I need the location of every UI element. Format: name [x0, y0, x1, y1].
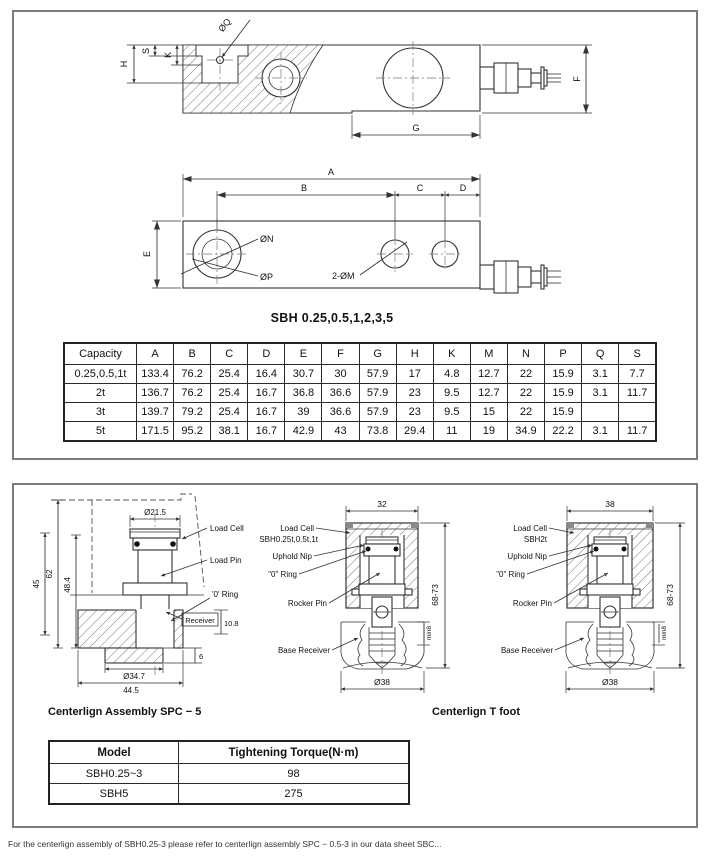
- label-receiver: Receiver: [185, 616, 215, 625]
- column-header: P: [545, 343, 582, 365]
- dim-label-c: C: [416, 183, 424, 193]
- table-cell: 36.6: [322, 384, 359, 403]
- table-cell: 30: [322, 365, 359, 384]
- dim-label-a: A: [327, 167, 335, 177]
- table-cell: 171.5: [137, 422, 174, 442]
- dim-label-48-4: 48.4: [63, 577, 72, 593]
- column-header: E: [285, 343, 322, 365]
- dim-label-dia-34-7: Ø34.7: [123, 672, 145, 681]
- dim-label-n: ØN: [260, 234, 274, 244]
- column-header: S: [619, 343, 656, 365]
- cable-gland: [480, 63, 561, 93]
- dim-label-68-73: 68-73: [430, 584, 440, 606]
- drawing-title: SBH 0.25,0.5,1,2,3,5: [270, 311, 394, 325]
- column-header: Capacity: [64, 343, 137, 365]
- table-cell: 22.2: [545, 422, 582, 442]
- column-header: C: [211, 343, 248, 365]
- table-cell: 19: [470, 422, 507, 442]
- label-uphold-nip: Uphold Nip: [272, 552, 312, 561]
- table-cell: 22: [507, 384, 544, 403]
- dim-label-6: 6: [199, 652, 204, 661]
- table-cell: 57.9: [359, 384, 396, 403]
- dim-label-dia-38: Ø38: [373, 677, 391, 687]
- table-row: [49, 764, 409, 784]
- dim-label-44-5: 44.5: [123, 686, 139, 695]
- table-cell: 12.7: [470, 365, 507, 384]
- table-cell: 3.1: [582, 422, 619, 442]
- column-header: G: [359, 343, 396, 365]
- table-row: [49, 784, 409, 805]
- table-cell: 3t: [64, 403, 137, 422]
- dim-label-f: F: [572, 76, 582, 82]
- label-base-receiver: Base Receiver: [277, 646, 330, 655]
- table-cell: 98: [179, 764, 410, 784]
- column-header: M: [470, 343, 507, 365]
- table-cell: 25.4: [211, 384, 248, 403]
- spc5-caption: Centerlign Assembly SPC − 5: [48, 706, 202, 718]
- dim-label-min8: min8: [426, 625, 433, 641]
- table-cell: 12.7: [470, 384, 507, 403]
- cable-gland-top: [480, 261, 561, 293]
- label-model: SBH2t: [523, 535, 547, 544]
- table-cell: [582, 403, 619, 422]
- dim-label-b: B: [300, 183, 308, 193]
- table-cell: 15.9: [545, 403, 582, 422]
- receiver-block: [78, 609, 183, 663]
- assembly-drawing-panel: [12, 483, 698, 828]
- table-cell: 57.9: [359, 403, 396, 422]
- label-o-ring: "0" Ring: [496, 570, 525, 579]
- t-foot-caption: Centerlign T foot: [432, 706, 520, 718]
- table-cell: SBH0.25~3: [49, 764, 179, 784]
- table-cell: 34.9: [507, 422, 544, 442]
- dim-label-s: S: [141, 47, 151, 55]
- label-load-cell: Load Cell: [280, 524, 314, 533]
- column-header: B: [174, 343, 211, 365]
- dimension-table: [63, 342, 657, 442]
- table-cell: 29.4: [396, 422, 433, 442]
- dimension-drawing-panel: [12, 10, 698, 460]
- table-cell: 15.9: [545, 384, 582, 403]
- spc5-assembly-drawing: [32, 494, 244, 695]
- dim-label-p: ØP: [260, 272, 274, 282]
- dim-label-d: D: [459, 183, 467, 193]
- table-cell: 76.2: [174, 384, 211, 403]
- label-rocker-pin: Rocker Pin: [287, 599, 327, 608]
- table-cell: 30.7: [285, 365, 322, 384]
- table-cell: 22: [507, 365, 544, 384]
- table-cell: 9.5: [433, 384, 470, 403]
- label-o-ring: '0' Ring: [212, 590, 239, 599]
- table-cell: 4.8: [433, 365, 470, 384]
- column-header: A: [137, 343, 174, 365]
- table-cell: 15.9: [545, 365, 582, 384]
- table-cell: 7.7: [619, 365, 656, 384]
- table-cell: 17: [396, 365, 433, 384]
- header-row: [49, 741, 409, 764]
- table-cell: [619, 403, 656, 422]
- table-cell: SBH5: [49, 784, 179, 805]
- dim-label-62: 62: [45, 569, 54, 579]
- dim-label-q: ØQ: [216, 16, 233, 34]
- table-cell: 73.8: [359, 422, 396, 442]
- table-cell: 43: [322, 422, 359, 442]
- table-cell: 5t: [64, 422, 137, 442]
- torque-table: [48, 740, 410, 805]
- column-header: H: [396, 343, 433, 365]
- table-cell: 11: [433, 422, 470, 442]
- column-header: K: [433, 343, 470, 365]
- table-cell: 36.8: [285, 384, 322, 403]
- column-header: F: [322, 343, 359, 365]
- dim-label-k: K: [163, 51, 173, 59]
- table-cell: 36.6: [322, 403, 359, 422]
- base-receiver: [341, 622, 424, 669]
- column-header: Q: [582, 343, 619, 365]
- table-row: [64, 403, 656, 422]
- table-row: [64, 365, 656, 384]
- table-cell: 15: [470, 403, 507, 422]
- load-cell-drawing: [14, 12, 696, 340]
- table-cell: 23: [396, 384, 433, 403]
- table-cell: 79.2: [174, 403, 211, 422]
- dim-label-m: 2-ØM: [332, 271, 355, 281]
- table-cell: 22: [507, 403, 544, 422]
- label-rocker-pin: Rocker Pin: [512, 599, 552, 608]
- table-cell: 16.7: [248, 403, 285, 422]
- table-cell: 9.5: [433, 403, 470, 422]
- label-load-pin: Load Pin: [210, 556, 242, 565]
- table-row: [64, 422, 656, 442]
- label-uphold-nip: Uphold Nip: [507, 552, 547, 561]
- dim-label-38: 38: [605, 499, 615, 509]
- dim-label-h: H: [119, 60, 129, 68]
- label-load-cell: Load Cell: [210, 524, 244, 533]
- table-cell: 39: [285, 403, 322, 422]
- table-cell: 76.2: [174, 365, 211, 384]
- table-cell: 25.4: [211, 403, 248, 422]
- table-cell: 38.1: [211, 422, 248, 442]
- column-header: Tightening Torque(N·m): [179, 741, 410, 764]
- table-cell: 139.7: [137, 403, 174, 422]
- dim-label-68-73: 68-73: [665, 584, 675, 606]
- table-cell: 136.7: [137, 384, 174, 403]
- table-cell: 3.1: [582, 384, 619, 403]
- column-header: Model: [49, 741, 179, 764]
- dim-label-10-8: 10.8: [224, 619, 239, 628]
- column-header: N: [507, 343, 544, 365]
- label-base-receiver: Base Receiver: [500, 646, 553, 655]
- dim-label-dia-21-5: Ø21.5: [144, 508, 166, 517]
- table-cell: 16.7: [248, 422, 285, 442]
- table-cell: 16.7: [248, 384, 285, 403]
- footnote: For the centerlign assembly of SBH0.25-3 please refer to centerlign assembly SPC − 0.5-3 in our data sheet SBC...: [8, 839, 442, 849]
- dim-label-32: 32: [377, 499, 387, 509]
- table-cell: 16.4: [248, 365, 285, 384]
- base-receiver: [566, 622, 654, 669]
- dim-label-g: G: [412, 123, 420, 133]
- side-view: [119, 17, 592, 139]
- table-cell: 11.7: [619, 422, 656, 442]
- table-cell: 11.7: [619, 384, 656, 403]
- table-cell: 275: [179, 784, 410, 805]
- table-cell: 95.2: [174, 422, 211, 442]
- table-cell: 42.9: [285, 422, 322, 442]
- dim-label-min8: min8: [661, 625, 668, 641]
- table-cell: 57.9: [359, 365, 396, 384]
- assembly-drawings: [14, 485, 696, 705]
- table-cell: 0.25,0.5,1t: [64, 365, 137, 384]
- t-foot-drawing: [496, 499, 685, 693]
- table-row: [64, 384, 656, 403]
- dim-label-45: 45: [32, 579, 41, 589]
- label-o-ring: "0" Ring: [268, 570, 297, 579]
- table-cell: 3.1: [582, 365, 619, 384]
- table-cell: 2t: [64, 384, 137, 403]
- table-cell: 25.4: [211, 365, 248, 384]
- dim-label-e: E: [142, 250, 152, 258]
- column-header: D: [248, 343, 285, 365]
- table-cell: 133.4: [137, 365, 174, 384]
- top-view: [142, 167, 561, 293]
- label-model: SBH0.25t,0.5t,1t: [259, 535, 318, 544]
- dim-label-dia-38: Ø38: [601, 677, 619, 687]
- label-load-cell: Load Cell: [513, 524, 547, 533]
- table-cell: 23: [396, 403, 433, 422]
- header-row: [64, 343, 656, 365]
- spc-foot-drawing: [259, 499, 450, 693]
